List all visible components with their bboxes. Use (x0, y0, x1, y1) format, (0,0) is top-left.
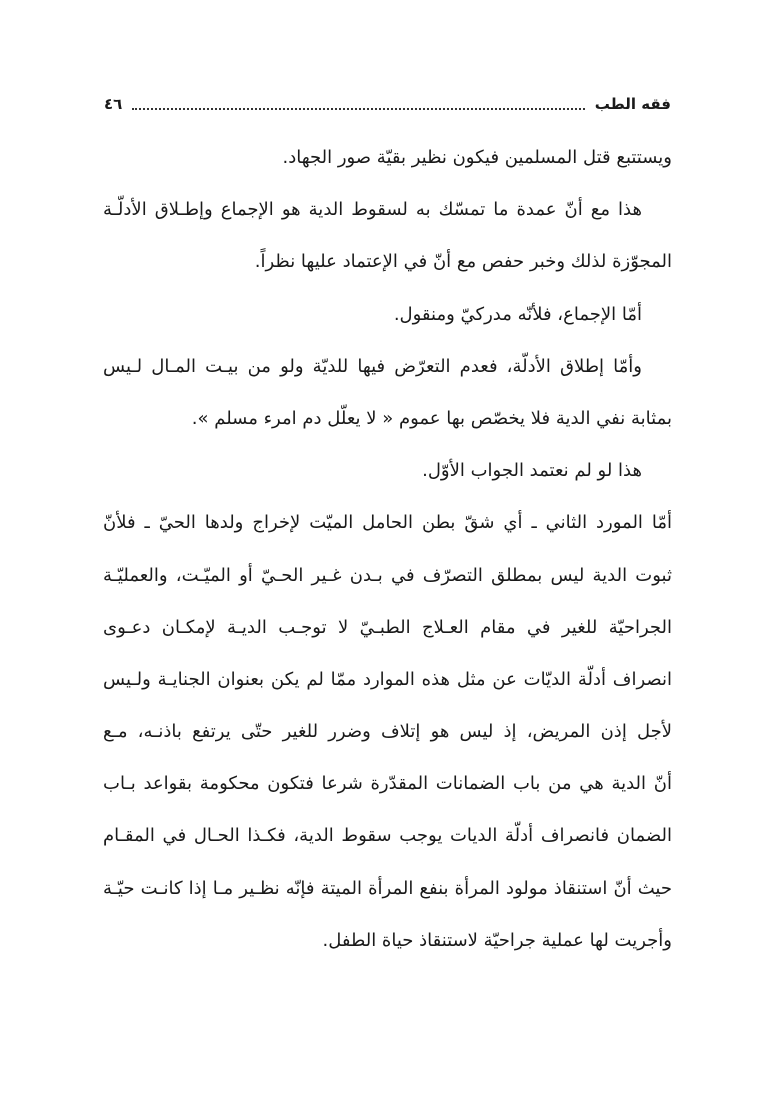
text-line: أمّا الإجماع، فلأنّه مدركيّ ومنقول. (393, 303, 642, 325)
text-line: حيث أنّ استنقاذ مولود المرأة بنفع المرأة الميتة فإنّه نظـير مـا إذا كانـت حيّـة (103, 877, 672, 899)
text-line: ثبوت الدية ليس بمطلق التصرّف في بـدن غـير الحـيّ أو الميّـت، والعمليّـة (103, 564, 672, 586)
text-line: هذا مع أنّ عمدة ما تمسّك به لسقوط الدية هو الإجماع وإطـلاق الأدلّـة (103, 199, 642, 221)
text-line: ويستتبع قتل المسلمين فيكون نظير بقيّة صور الجهاد. (282, 147, 672, 168)
text-line: الضمان فانصراف أدلّة الديات يوجب سقوط الدية، فكـذا الحـال في المقـام (103, 825, 672, 847)
text-line: أنّ الدية هي من باب الضمانات المقدّرة شرعا فتكون محكومة بقواعد بـاب (103, 773, 672, 795)
body-text (103, 132, 672, 967)
page-number: ٤٦ (104, 95, 123, 113)
text-line: بمثابة نفي الدية فلا يخصّص بها عموم « لا يعلّل دم امرء مسلم ». (191, 407, 672, 429)
running-header (104, 92, 671, 116)
book-title: فقه الطب (594, 95, 671, 113)
text-line: المجوّزة لذلك وخبر حفص مع أنّ في الإعتماد عليها نظراً. (254, 251, 672, 273)
text-line: الجراحيّة للغير في مقام العـلاج الطبـيّ لا توجـب الديـة لإمكـان دعـوى (103, 616, 672, 638)
text-line: أمّا المورد الثاني ـ أي شقّ بطن الحامل الميّت لإخراج ولدها الحيّ ـ فلأنّ (103, 512, 672, 534)
text-line: هذا لو لم نعتمد الجواب الأوّل. (422, 460, 642, 482)
text-line: لأجل إذن المريض، إذ ليس هو إتلاف وضرر للغير حتّى يرتفع باذنـه، مـع (103, 721, 672, 743)
text-line: وأمّا إطلاق الأدلّة، فعدم التعرّض فيها للديّة ولو من بيـت المـال لـيس (103, 355, 642, 377)
dotted-leader (132, 108, 584, 110)
text-line: انصراف أدلّة الديّات عن مثل هذه الموارد ممّا لم يكن بعنوان الجنايـة ولـيس (103, 668, 672, 690)
text-line: وأجريت لها عملية جراحيّة لاستنقاذ حياة الطفل. (322, 929, 672, 951)
